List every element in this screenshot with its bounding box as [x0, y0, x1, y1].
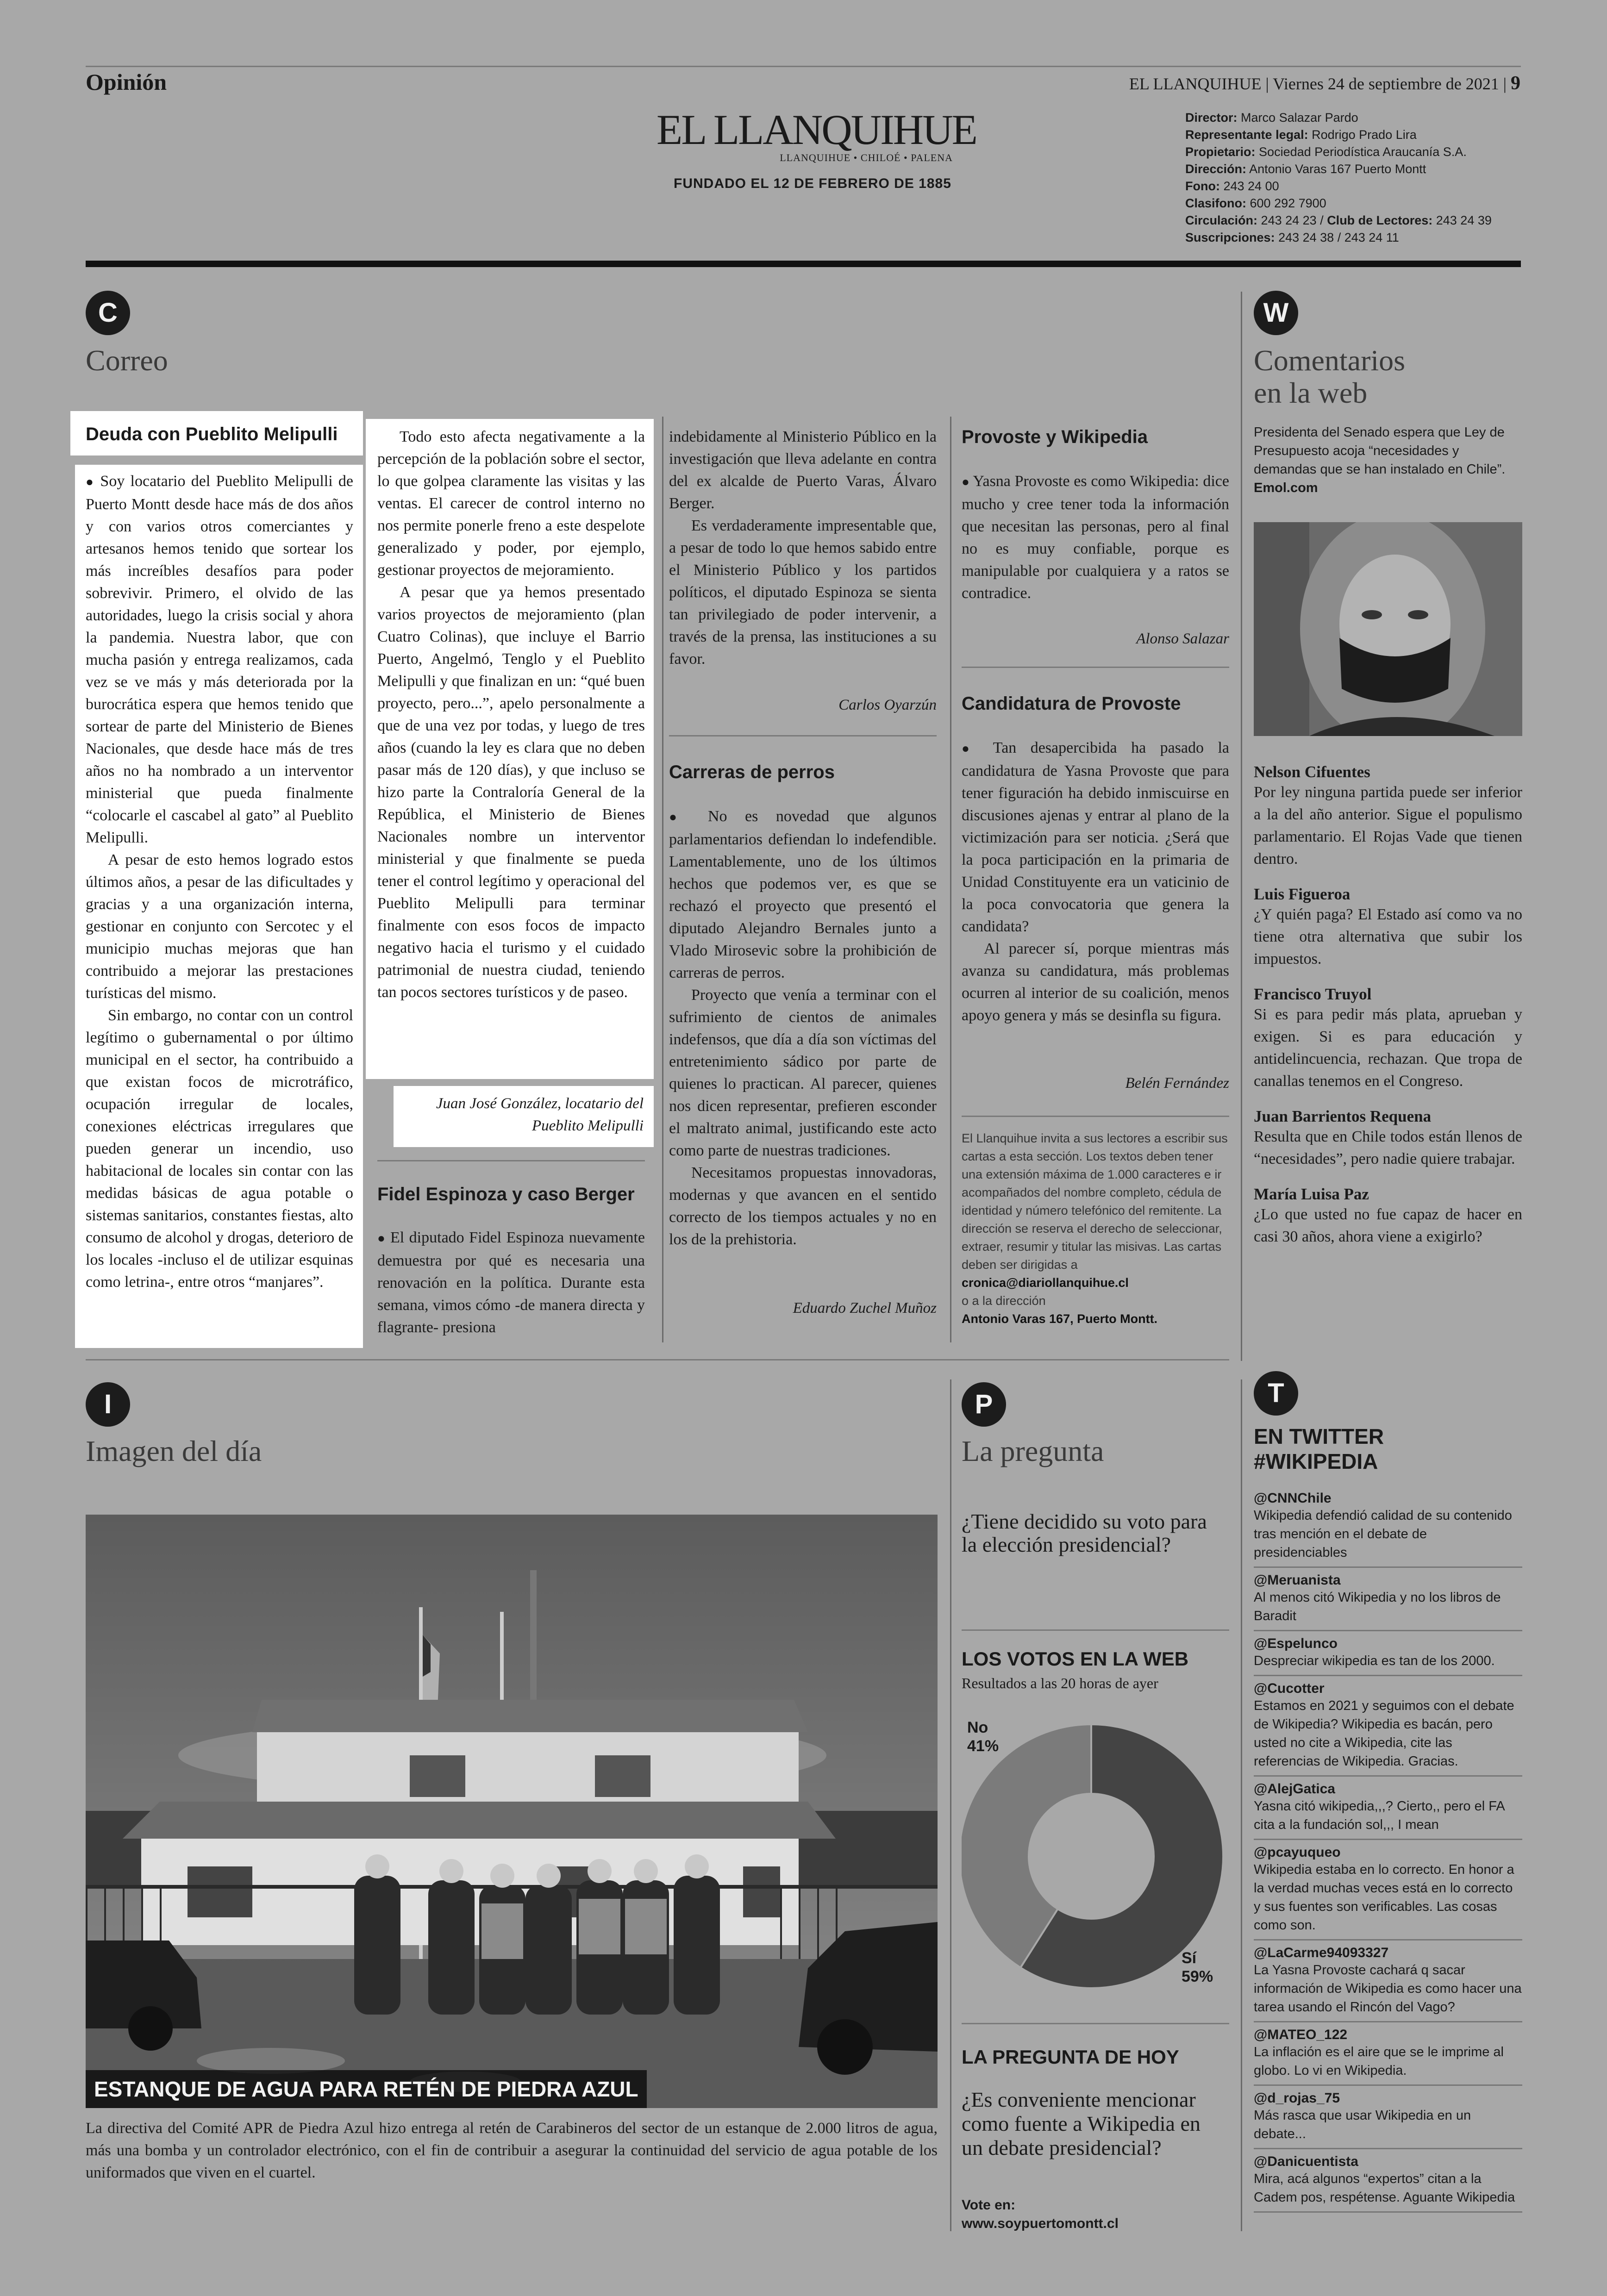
- invite-email[interactable]: cronica@diariollanquihue.cl: [962, 1276, 1129, 1290]
- dateline-newspaper: EL LLANQUIHUE: [1129, 75, 1262, 93]
- masthead-line: Director: Marco Salazar Pardo: [1185, 111, 1358, 125]
- letters-invite: [962, 1129, 1229, 1328]
- photo-of-the-day: [86, 1515, 938, 2108]
- letter-heading: Provoste y Wikipedia: [962, 427, 1148, 447]
- web-comment: [1254, 1107, 1522, 1170]
- tweet-handle[interactable]: @LaCarme94093327: [1254, 1945, 1389, 1960]
- comment-author: Juan Barrientos Requena: [1254, 1107, 1432, 1125]
- tweet-handle[interactable]: @CNNChile: [1254, 1491, 1332, 1506]
- section-letter-badge: P: [962, 1382, 1006, 1427]
- tweet-handle[interactable]: @MATEO_122: [1254, 2027, 1348, 2042]
- tweet-handle[interactable]: @Danicuentista: [1254, 2154, 1358, 2169]
- web-comment: [1254, 885, 1522, 970]
- web-comment: [1254, 985, 1522, 1092]
- section-title-line: Comentarios: [1254, 344, 1406, 377]
- photo-caption-title: ESTANQUE DE AGUA PARA RETÉN DE PIEDRA AZUL: [86, 2070, 647, 2108]
- comment-text: Si es para pedir más plata, aprueban y exigen. Si es para educación y antidelincuencia, rechazan. Que tropa de canallas tenemos en el Congreso.: [1254, 1006, 1522, 1090]
- web-comments-list: [1254, 763, 1522, 1248]
- paragraph: Todo esto afecta negativamente a la percepción de la población sobre el sector, lo que golpea claramente las visitas y las ventas. El carecer de control interno no nos permite ponerle freno a este despelote generalizado y poder, por ejemplo, gestionar proyectos de mejoramiento.: [377, 428, 645, 579]
- letter-body: [669, 426, 937, 670]
- votes-title: LOS VOTOS EN LA WEB: [962, 1648, 1189, 1670]
- vote-label: Vote en:: [962, 2197, 1016, 2213]
- photo-caption: La directiva del Comité APR de Piedra Azul hizo entrega al retén de Carabineros del sector de un estanque de 2.000 litros de agua, más una bomba y un controlador electrónico, con el fin de contribuir a asegurar la continuidad del servicio de agua potable de los uniformados que viven en el cuartel.: [86, 2120, 938, 2181]
- tweet: [1254, 1840, 1522, 1940]
- vote-url[interactable]: www.soypuertomontt.cl: [962, 2216, 1119, 2231]
- masthead-info: [1185, 109, 1519, 246]
- tweet: [1254, 1486, 1522, 1568]
- comment-text: ¿Lo que usted no fue capaz de hacer en casi 30 años, ahora viene a exigirlo?: [1254, 1206, 1522, 1245]
- slice-label-category: No: [967, 1719, 988, 1736]
- web-comment: [1254, 1185, 1522, 1248]
- letter-body: [377, 426, 645, 1004]
- letter-signature: Eduardo Zuchel Muñoz: [793, 1300, 937, 1316]
- comment-text: Resulta que en Chile todos están llenos de “necesidades”, pero nadie quiere trabajar.: [1254, 1128, 1522, 1167]
- letter-heading: Candidatura de Provoste: [962, 693, 1181, 714]
- letter-heading: Fidel Espinoza y caso Berger: [377, 1184, 635, 1204]
- comment-author: María Luisa Paz: [1254, 1185, 1369, 1203]
- letter-signature: Carlos Oyarzún: [838, 697, 937, 713]
- tweet-handle[interactable]: @Cucotter: [1254, 1681, 1325, 1696]
- tweet: [1254, 1676, 1522, 1777]
- letter-heading: Deuda con Pueblito Melipulli: [86, 424, 338, 444]
- tweet-text: Al menos citó Wikipedia y no los libros de Baradit: [1254, 1590, 1501, 1623]
- paragraph: indebidamente al Ministerio Público en la investigación que lleva adelante en contra del ex alcalde de Puerto Varas, Álvaro Berger.: [669, 428, 937, 512]
- section-title: [1254, 344, 1405, 409]
- comment-author: Francisco Truyol: [1254, 985, 1372, 1003]
- section-letter-badge: I: [86, 1382, 130, 1427]
- tweet-text: Wikipedia defendió calidad de su contenido tras mención en el debate de presidenciables: [1254, 1508, 1512, 1560]
- newspaper-logo: [657, 106, 976, 164]
- section-letter-badge: C: [86, 291, 130, 335]
- paragraph: ● Tan desapercibida ha pasado la candidatura de Yasna Provoste que para tener figuración ha debido inmiscuirse en discusiones ajenas y entrar al plano de la victimización para ser noticia. ¿Será que la poca participación en la primaria de Unidad Constituyente era un vaticinio de la poca convocatoria que genera la candidata?: [962, 737, 1229, 938]
- tweet-handle[interactable]: @Espelunco: [1254, 1636, 1338, 1651]
- logo-subtitle: LLANQUIHUE • CHILOÉ • PALENA: [780, 152, 953, 163]
- invite-address: Antonio Varas 167, Puerto Montt.: [962, 1312, 1158, 1326]
- tweet-text: La Yasna Provoste cachará q sacar información de Wikipedia es como hacer una tarea usando el Rincón del Vago?: [1254, 1963, 1522, 2015]
- section-title-line: en la web: [1254, 376, 1368, 409]
- comment-text: Por ley ninguna partida puede ser inferior a la del año anterior. Sigue el populismo parlamentario. El Rojas Vade que tienen dentro.: [1254, 784, 1522, 867]
- question-today-title: LA PREGUNTA DE HOY: [962, 2046, 1179, 2068]
- paragraph: Al parecer sí, porque mientras más avanza su candidatura, más problemas ocurren al interior de su coalición, menos apoyo genera y más se desinfla su figura.: [962, 940, 1229, 1024]
- tweet-handle[interactable]: @AlejGatica: [1254, 1781, 1335, 1797]
- paragraph: Necesitamos propuestas innovadoras, modernas y que avancen en el sentido correcto de los tiempos actuales y no en los de la prehistoria.: [669, 1164, 937, 1248]
- tweet-text: Mira, acá algunos “expertos” citan a la Cadem pos, respétense. Aguante Wikipedia: [1254, 2171, 1515, 2205]
- paragraph: Proyecto que venía a terminar con el sufrimiento de cientos de animales indefensos, que día a día son víctimas del entretenimiento sádico por parte de quienes lo practican. Al parecer, quienes nos dicen representar, prefieren esconder el maltrato animal, justificando este acto como parte de nuestras tradiciones.: [669, 986, 937, 1159]
- slice-label-category: Sí: [1182, 1949, 1197, 1967]
- paragraph: ● El diputado Fidel Espinoza nuevamente demuestra por qué es necesaria una renovación en la política. Durante esta semana, vimos cómo -de manera directa y flagrante- presiona: [377, 1227, 645, 1339]
- twitter-title-line: EN TWITTER: [1254, 1424, 1384, 1448]
- comments-source[interactable]: Emol.com: [1254, 480, 1318, 495]
- tweet: [1254, 1568, 1522, 1631]
- paragraph: A pesar de esto hemos logrado estos últimos años, a pesar de las dificultades y gracias y a una organización interna, gestionar en conjunto con Sercotec y el municipio muchas mejoras que han contribuido a mejorar las prestaciones turísticas del mismo.: [86, 851, 353, 1002]
- section-title: Correo: [86, 344, 168, 377]
- column-divider: [1241, 292, 1242, 1361]
- chart-label-si: [1182, 1949, 1213, 1986]
- header-dateline: EL LLANQUIHUE | Viernes 24 de septiembre de 2021 | 9: [1129, 73, 1520, 94]
- masthead-line: Propietario: Sociedad Periodística Araucanía S.A.: [1185, 145, 1467, 159]
- twitter-title: [1254, 1424, 1384, 1474]
- tweet: [1254, 2022, 1522, 2086]
- tweet-text: Wikipedia estaba en lo correcto. En honor a la verdad muchas veces está en lo correcto y sus fuentes son verificables. Las cosas como son.: [1254, 1862, 1514, 1933]
- question-today: ¿Es conveniente mencionar como fuente a Wikipedia en un debate presidencial?: [962, 2088, 1201, 2159]
- letter-signature: Alonso Salazar: [1136, 630, 1229, 647]
- header-thick-rule: [86, 261, 1521, 267]
- letter-body: [962, 737, 1229, 1027]
- masthead-line: Suscripciones: 243 24 38 / 243 24 11: [1185, 231, 1399, 244]
- tweet-list: [1254, 1486, 1522, 2213]
- paragraph: Es verdaderamente impresentable que, a pesar de todo lo que hemos sabido entre el Ministerio Público y los partidos políticos, el diputado Espinoza se sienta tan privilegiado de poder intervenir, a través de la prensa, las instituciones a su favor.: [669, 517, 937, 668]
- poll-donut-chart: [962, 1708, 1229, 1995]
- tweet-text: Yasna citó wikipedia,,,? Cierto,, pero el FA cita a la fundación sol,,, I mean: [1254, 1799, 1505, 1832]
- tweet-text: Estamos en 2021 y seguimos con el debate de Wikipedia? Wikipedia es bacán, pero usted no cite a Wikipedia, cite las referencias de Wikipedia. Gracias.: [1254, 1698, 1514, 1769]
- comment-author: Nelson Cifuentes: [1254, 763, 1370, 781]
- votes-subtitle: Resultados a las 20 horas de ayer: [962, 1675, 1158, 1691]
- chart-label-no: [967, 1718, 999, 1755]
- masthead-line: Representante legal: Rodrigo Prado Lira: [1185, 128, 1417, 142]
- web-comment: [1254, 763, 1522, 870]
- dateline-date: Viernes 24 de septiembre de 2021: [1273, 75, 1499, 93]
- tweet-handle[interactable]: @d_rojas_75: [1254, 2090, 1340, 2106]
- slice-label-value: 59%: [1182, 1968, 1213, 1985]
- logo-text: EL LLANQUIHUE: [657, 106, 976, 153]
- paragraph: ● Yasna Provoste es como Wikipedia: dice mucho y cree tener toda la información que necesitan las personas, pero al final no es muy confiable, porque es manipulable por cualquiera y a ratos se contradice.: [962, 470, 1229, 605]
- tweet-text: Más rasca que usar Wikipedia en un debate...: [1254, 2108, 1471, 2141]
- masthead-line: Fono: 243 24 00: [1185, 179, 1279, 193]
- tweet: [1254, 1940, 1522, 2022]
- masthead-line: Dirección: Antonio Varas 167 Puerto Montt: [1185, 162, 1426, 176]
- tweet: [1254, 1777, 1522, 1840]
- section-title: La pregunta: [962, 1435, 1104, 1467]
- tweet-text: La inflación es el aire que se le imprime al globo. Lo vi en Wikipedia.: [1254, 2045, 1504, 2078]
- tweet-handle[interactable]: @Meruanista: [1254, 1572, 1341, 1588]
- masthead-line: Circulación: 243 24 23 / Club de Lectores: 243 24 39: [1185, 213, 1492, 227]
- tweet: [1254, 1631, 1522, 1676]
- paragraph: ● No es novedad que algunos parlamentarios defiendan lo indefendible. Lamentablemente, uno de los últimos hechos que podemos ver, es que se rechazó el proyecto que presentó el diputado Alejandro Bernales junto a Vlado Mirosevic sobre la prohibición de carreras de perros.: [669, 805, 937, 984]
- invite-or: o a la dirección: [962, 1294, 1046, 1308]
- paragraph: ● Soy locatario del Pueblito Melipulli de Puerto Montt desde hace más de dos años y con varios otros comerciantes y artesanos hemos tenido que sortear los más increíbles desafíos para poder sobrevivir. Primero, el olvido de las autoridades, luego la crisis social y ahora la pandemia. Nuestra labor, que con mucha pasión y entrega realizamos, cada vez se ve más y más deteriorada por la burocrática espera que hemos tenido que sortear de parte del Ministerio de Bienes Nacionales, que desde hace más de tres años no ha nombrado a un interventor ministerial que pueda finalmente “colocarle el cascabel al gato” al Pueblito Melipulli.: [86, 470, 353, 849]
- invite-text: El Llanquihue invita a sus lectores a escribir sus cartas a esta sección. Los textos deben tener una extensión máxima de 1.000 caracteres e ir acompañados del nombre completo, cédula de identidad y número telefónico del remitente. La dirección se reserva el derecho de seleccionar, extraer, resumir y titular las misivas. Las cartas deben ser dirigidas a: [962, 1131, 1228, 1272]
- senator-photo: [1254, 522, 1522, 736]
- section-letter-badge: T: [1254, 1371, 1298, 1416]
- masthead-line: Clasifono: 600 292 7900: [1185, 196, 1326, 210]
- paragraph: A pesar que ya hemos presentado varios proyectos de mejoramiento (plan Cuatro Colinas), que incluye el Barrio Puerto, Angelmó, Tenglo y el Pueblito Melipulli y que finalizan en un: “qué buen proyecto, pero...”, apelo personalmente a que de una vez por todas, y luego de tres años (cuando la ley es clara que no deben pasar más de 120 días), y que incluso se hizo parte la Contraloría General de la República, el Ministerio de Bienes Nacionales nombre un interventor ministerial y que finalmente se pueda tener el control legítimo y operacional del Pueblito Melipulli para terminar finalmente con esos focos de impacto negativo hacia el turismo y el cuidado patrimonial de nuestra ciudad, teniendo tan pocos sectores turísticos y de paseo.: [377, 584, 645, 1001]
- tweet-handle[interactable]: @pcayuqueo: [1254, 1845, 1341, 1860]
- column-divider: [950, 417, 951, 1342]
- comment-author: Luis Figueroa: [1254, 885, 1351, 903]
- letter-body: [669, 805, 937, 1251]
- comment-text: ¿Y quién paga? El Estado así como va no tiene otra alternativa que subir los impuestos.: [1254, 906, 1522, 967]
- letter-body: [962, 470, 1229, 605]
- comments-intro-text: Presidenta del Senado espera que Ley de Presupuesto acoja “necesidades y demandas que se han instalado en Chile”.: [1254, 425, 1506, 477]
- vote-link: [962, 2196, 1119, 2233]
- tweet: [1254, 2149, 1522, 2213]
- letter-signature: Belén Fernández: [1125, 1075, 1229, 1092]
- column-divider: [662, 417, 663, 1342]
- letter-body: [86, 470, 353, 1293]
- section-label: Opinión: [86, 69, 167, 95]
- letter-heading: Carreras de perros: [669, 762, 835, 782]
- letter-body: [377, 1227, 645, 1339]
- letter-signature: Juan José González, locatario del Pueblito Melipulli: [436, 1095, 644, 1134]
- section-letter-badge: W: [1254, 291, 1298, 335]
- tweet: [1254, 2086, 1522, 2149]
- founded-line: FUNDADO EL 12 DE FEBRERO DE 1885: [674, 176, 951, 191]
- column-divider: [1241, 1379, 1242, 2231]
- paragraph: Sin embargo, no contar con un control legítimo o gubernamental o por último municipal en el sector, ha contribuido a que existan focos de microtráfico, ocupación irregular de locales, conexiones eléctricas irregulares que pueden generar un incendio, uso habitacional de locales sin contar con las medidas básicas de agua potable o sistemas sanitarios, constantes fiestas, alto consumo de alcohol y drogas, deterioro de los locales -incluso el de utilizar esquinas como letrina-, entre otros “manjares”.: [86, 1007, 353, 1291]
- slice-label-value: 41%: [967, 1737, 999, 1755]
- section-title: Imagen del día: [86, 1435, 262, 1467]
- column-divider: [950, 1379, 951, 2231]
- tweet-text: Despreciar wikipedia es tan de los 2000.: [1254, 1653, 1495, 1668]
- comments-intro: [1254, 423, 1522, 497]
- page-number: 9: [1511, 73, 1520, 94]
- poll-question: ¿Tiene decidido su voto para la elección presidencial?: [962, 1510, 1207, 1556]
- twitter-title-line: #WIKIPEDIA: [1254, 1449, 1378, 1473]
